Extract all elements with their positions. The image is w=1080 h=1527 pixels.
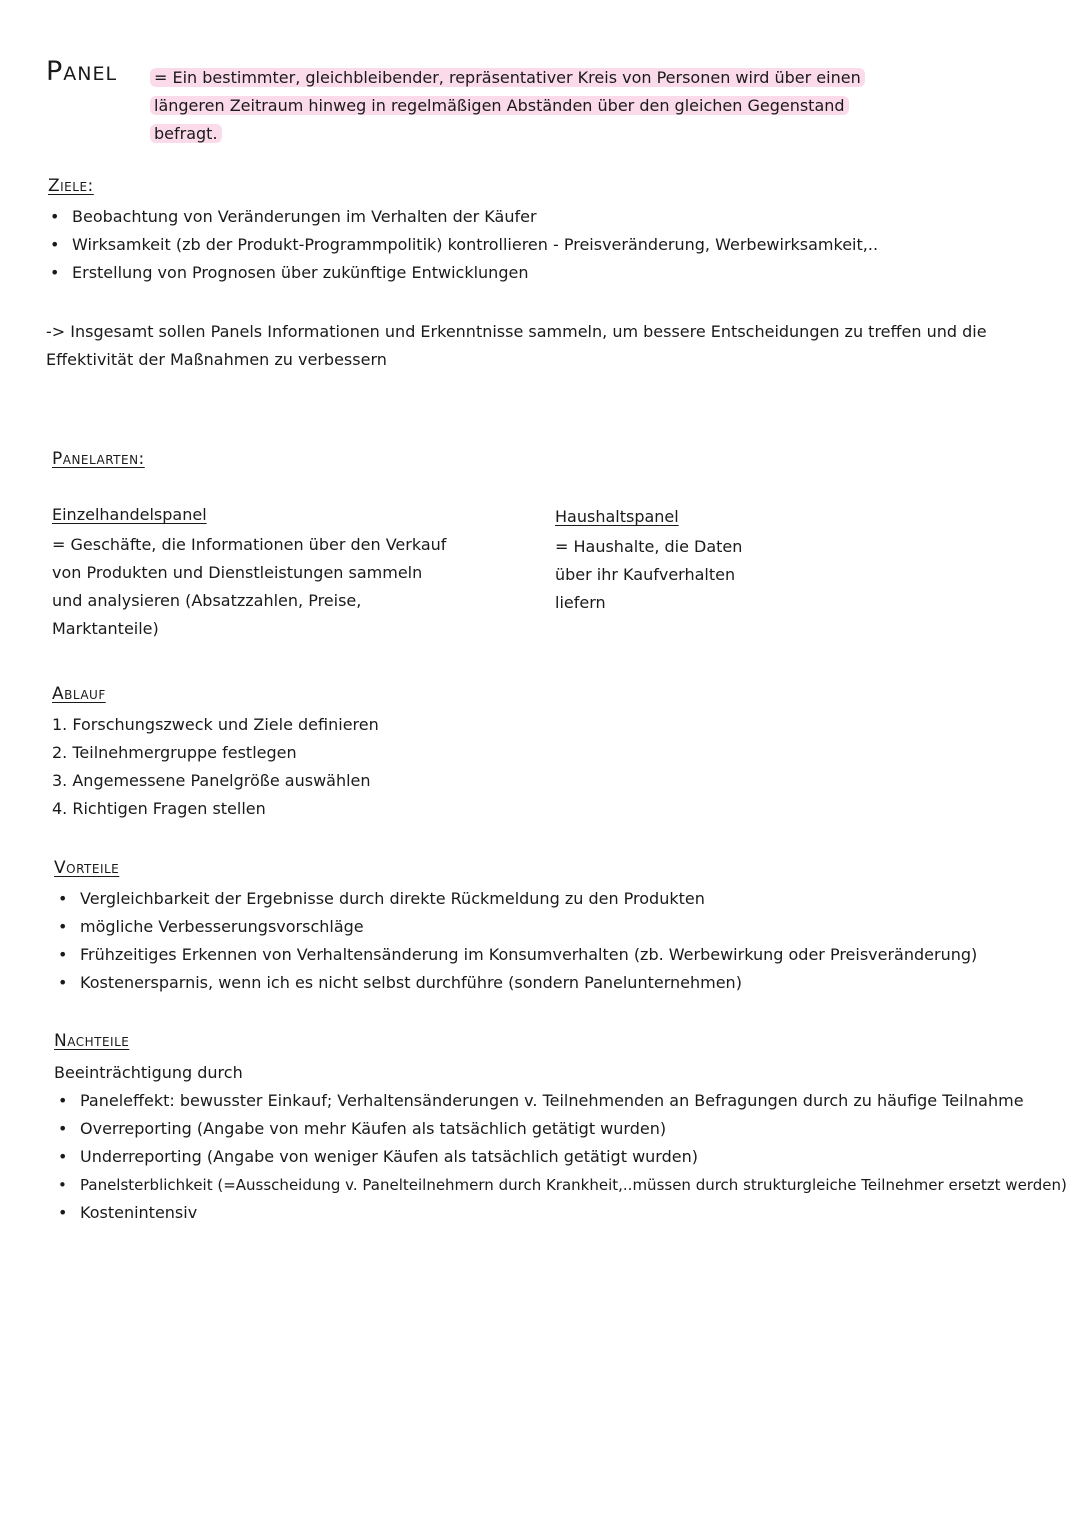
list-item: 2. Teilnehmergruppe festlegen [52, 743, 297, 762]
nachteile-heading: Nachteile [54, 1031, 130, 1051]
list-item: 1. Forschungszweck und Ziele definieren [52, 715, 379, 734]
bullet: • [50, 207, 60, 226]
page-title: Panel [46, 56, 118, 87]
list-item: • Kostenersparnis, wenn ich es nicht selbst durchführe (sondern Panelunternehmen) [56, 969, 977, 997]
list-item: • Wirksamkeit (zb der Produkt-Programmpolitik) kontrollieren - Preisveränderung, Werbewirksamkeit,.. [48, 231, 878, 259]
list-item: • Paneleffekt: bewusster Einkauf; Verhaltensänderungen v. Teilnehmenden an Befragungen durch zu häufige Teilnahme [56, 1087, 1067, 1115]
bullet: • [58, 945, 68, 964]
list-item: • mögliche Verbesserungsvorschläge [56, 913, 977, 941]
bullet: • [58, 1176, 67, 1194]
bullet: • [58, 889, 68, 908]
bullet: • [58, 1147, 68, 1166]
list-item: 4. Richtigen Fragen stellen [52, 799, 266, 818]
einzelhandel-title: Einzelhandelspanel [52, 505, 207, 524]
bullet: • [58, 1203, 68, 1222]
ablauf-heading: Ablauf [52, 684, 106, 704]
haushalt-title: Haushaltspanel [555, 507, 679, 526]
bullet: • [58, 973, 68, 992]
list-item: • Vergleichbarkeit der Ergebnisse durch direkte Rückmeldung zu den Produkten [56, 885, 977, 913]
einzelhandel-text: = Geschäfte, die Informationen über den Verkauf von Produkten und Dienstleistungen sammeln und analysieren (Absatzzahlen, Preise, Marktanteile) [52, 535, 447, 638]
list-item: • Beobachtung von Veränderungen im Verhalten der Käufer [48, 203, 878, 231]
bullet: • [58, 1091, 68, 1110]
list-item: • Kostenintensiv [56, 1199, 1067, 1227]
bullet: • [50, 263, 60, 282]
ziele-list [48, 203, 878, 287]
definition [150, 64, 870, 148]
list-item: • Panelsterblichkeit (=Ausscheidung v. Panelteilnehmern durch Krankheit,..müssen durch strukturgleiche Teilnehmer ersetzt werden) [56, 1171, 1067, 1199]
list-item: 3. Angemessene Panelgröße auswählen [52, 771, 371, 790]
bullet: • [58, 1119, 68, 1138]
list-item: • Frühzeitiges Erkennen von Verhaltensänderung im Konsumverhalten (zb. Werbewirkung oder Preisveränderung) [56, 941, 977, 969]
nachteile-list [56, 1087, 1067, 1227]
list-item: • Overreporting (Angabe von mehr Käufen als tatsächlich getätigt wurden) [56, 1115, 1067, 1143]
list-item: • Erstellung von Prognosen über zukünftige Entwicklungen [48, 259, 878, 287]
vorteile-heading: Vorteile [54, 858, 120, 878]
bullet: • [58, 917, 68, 936]
panelarten-heading: Panelarten: [52, 449, 145, 469]
haushalt-text: = Haushalte, die Daten über ihr Kaufverhalten liefern [555, 537, 743, 612]
vorteile-list [56, 885, 977, 997]
ablauf-list [52, 711, 379, 823]
list-item: • Underreporting (Angabe von weniger Käufen als tatsächlich getätigt wurden) [56, 1143, 1067, 1171]
definition-highlight: = Ein bestimmter, gleichbleibender, repräsentativer Kreis von Personen wird über einen längeren Zeitraum hinweg in regelmäßigen Abständen über den gleichen Gegenstand befragt. [150, 68, 865, 143]
nachteile-intro: Beeinträchtigung durch [54, 1063, 243, 1082]
ziele-heading: Ziele: [48, 176, 94, 196]
ziele-conclusion: -> Insgesamt sollen Panels Informationen und Erkenntnisse sammeln, um bessere Entscheidungen zu treffen und die Effektivität der Maßnahmen zu verbessern [46, 322, 987, 369]
bullet: • [50, 235, 60, 254]
